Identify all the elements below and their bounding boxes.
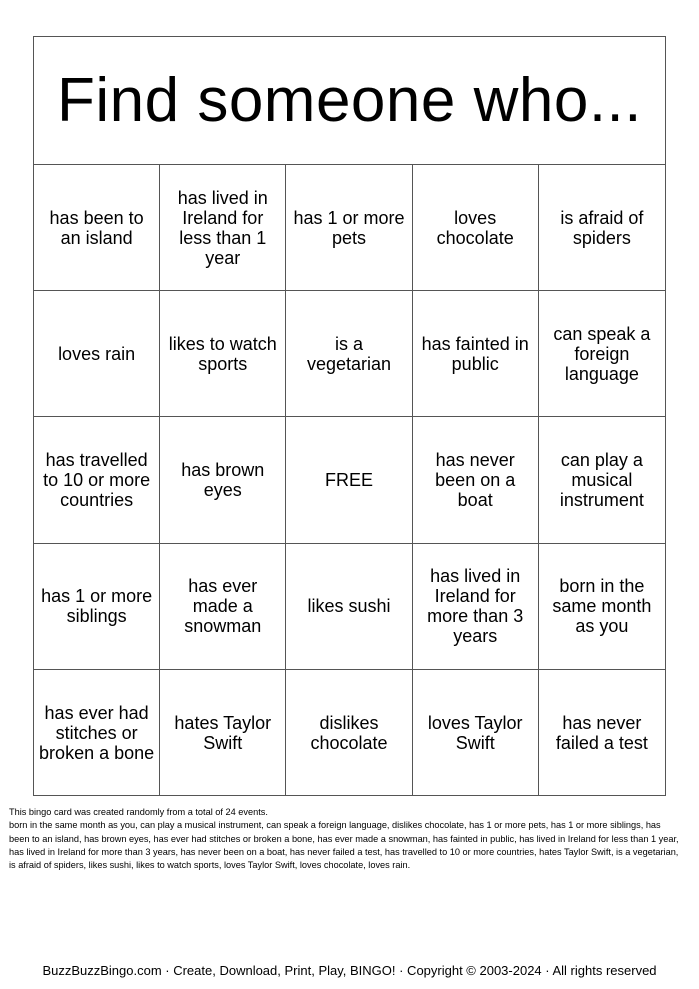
bingo-cell-r5c3: dislikes chocolate bbox=[286, 670, 412, 796]
bingo-cell-r2c3: is a vegetarian bbox=[286, 291, 412, 417]
bingo-cell-r4c4: has lived in Ireland for more than 3 years bbox=[413, 544, 539, 670]
note-event-list: born in the same month as you, can play a musical instrument, can speak a foreign language, dislikes chocolate, has 1 or more pets, has 1 or more siblings, has been to an island, has brown eyes, has ever had stitches or broken a bone, has ever made a snowman, has fainted in public, has lived in Ireland for less than 1 year, has lived in Ireland for more than 3 years, has never been on a boat, has never failed a test, has travelled to 10 or more countries, hates Taylor Swift, is a vegetarian, is afraid of spiders, likes sushi, likes to watch sports, loves Taylor Swift, loves chocolate, loves rain. bbox=[9, 820, 679, 871]
free-space-cell: FREE bbox=[286, 417, 412, 543]
bingo-card bbox=[33, 36, 666, 796]
bingo-cell-r2c1: loves rain bbox=[34, 291, 160, 417]
bingo-cell-r3c1: has travelled to 10 or more countries bbox=[34, 417, 160, 543]
bingo-cell-r2c5: can speak a foreign language bbox=[539, 291, 665, 417]
bingo-cell-r1c4: loves chocolate bbox=[413, 165, 539, 291]
bingo-cell-r3c2: has brown eyes bbox=[160, 417, 286, 543]
bingo-cell-r2c4: has fainted in public bbox=[413, 291, 539, 417]
bingo-cell-r5c5: has never failed a test bbox=[555, 712, 648, 753]
bingo-cell-r4c2: has ever made a snowman bbox=[160, 544, 286, 670]
card-note bbox=[9, 806, 681, 872]
bingo-cell-r5c4: loves Taylor Swift bbox=[413, 670, 539, 796]
bingo-cell-r1c2: has lived in Ireland for less than 1 year bbox=[160, 165, 286, 291]
bingo-cell-r2c2: likes to watch sports bbox=[160, 291, 286, 417]
bingo-cell-r1c1: has been to an island bbox=[34, 165, 160, 291]
card-title: Find someone who... bbox=[56, 66, 643, 135]
bingo-cell-r5c1: has ever had stitches or broken a bone bbox=[34, 670, 160, 796]
bingo-cell-r3c4: has never been on a boat bbox=[413, 417, 539, 543]
bingo-cell-r1c5: is afraid of spiders bbox=[539, 165, 665, 291]
title-box bbox=[34, 37, 665, 165]
footer-copyright: BuzzBuzzBingo.com · Create, Download, Print, Play, BINGO! · Copyright © 2003-2024 · All rights reserved bbox=[42, 963, 657, 978]
bingo-grid bbox=[34, 165, 665, 796]
bingo-cell-r4c1: has 1 or more siblings bbox=[34, 544, 160, 670]
bingo-cell-r5c2: hates Taylor Swift bbox=[160, 670, 286, 796]
bingo-cell-r4c3: likes sushi bbox=[286, 544, 412, 670]
bingo-cell-r4c5: born in the same month as you bbox=[539, 544, 665, 670]
note-summary: This bingo card was created randomly from a total of 24 events. bbox=[9, 807, 268, 817]
bingo-cell-r1c3: has 1 or more pets bbox=[286, 165, 412, 291]
bingo-cell-r3c5: can play a musical instrument bbox=[539, 417, 665, 543]
